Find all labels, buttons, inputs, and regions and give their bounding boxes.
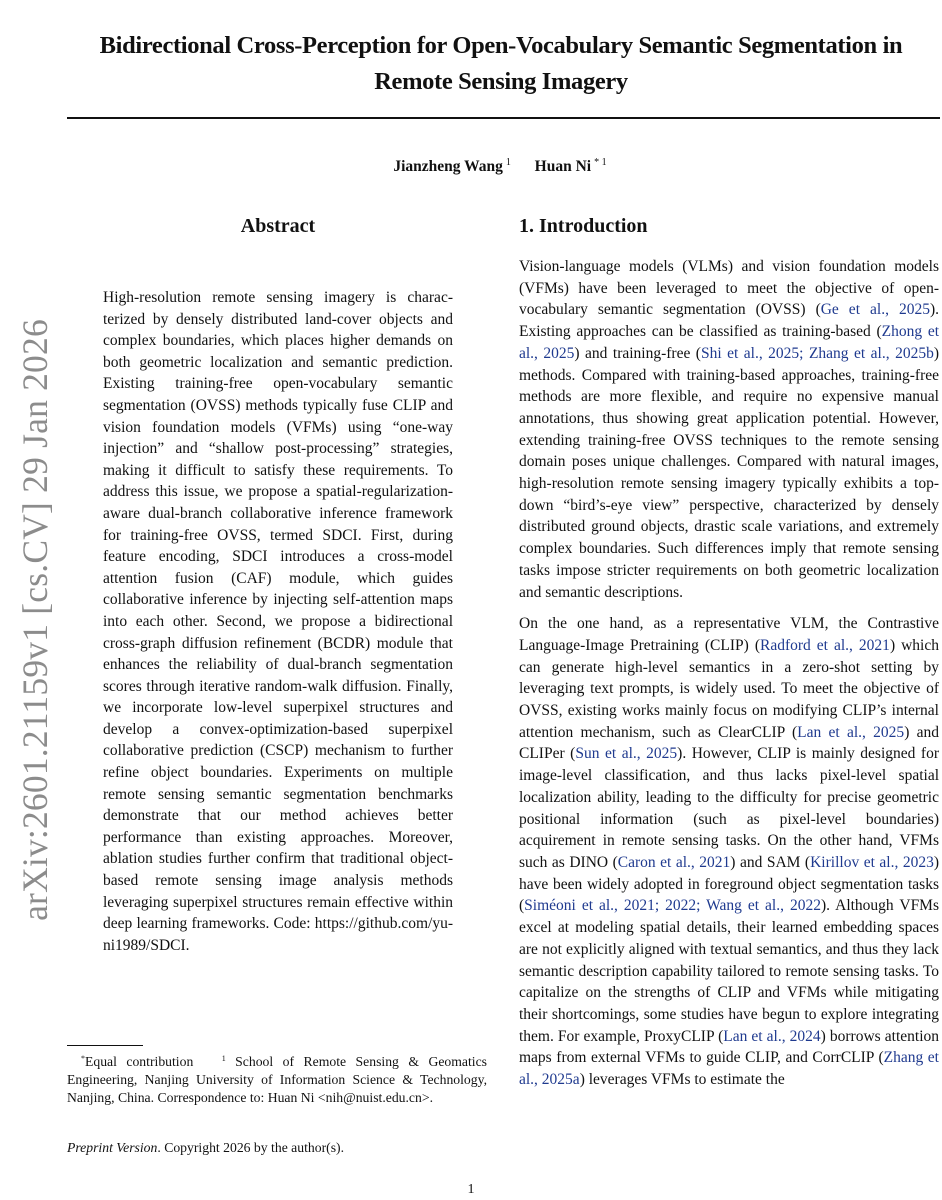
author-list: [60, 157, 940, 176]
citation-link[interactable]: Ge et al., 2025: [820, 301, 930, 319]
affiliation-footnote: [67, 1050, 487, 1106]
citation-link[interactable]: Zhong et al., 2025: [519, 323, 940, 362]
citation-link[interactable]: Shi et al., 2025; Zhang et al., 2025b: [700, 344, 934, 362]
citation-link[interactable]: Caron et al., 2021: [617, 853, 731, 871]
citation-link[interactable]: Radford et al., 2021: [759, 636, 890, 654]
author-name: Huan Ni: [534, 158, 592, 175]
body-text: ) which can generate high-level semantics in a zero-shot setting by leveraging text prompts, is widely used. To meet the objective of OVSS, existing works mainly focus on modifying CLIP’s internal attention mechanism, such as ClearCLIP (: [519, 636, 939, 741]
introduction-paragraph-1: [519, 256, 939, 603]
citation-link[interactable]: Kirillov et al., 2023: [810, 853, 934, 871]
equal-contribution-text: Equal contribution: [85, 1054, 194, 1069]
preprint-label: Preprint Version: [67, 1140, 158, 1155]
copyright-text: . Copyright 2026 by the author(s).: [157, 1140, 345, 1155]
author-affiliation-mark: 1: [505, 157, 511, 168]
footnote-rule: [67, 1045, 143, 1046]
body-text: ). However, CLIP is mainly designed for image-level classification, and thus lacks pixel-level spatial localization ability, leading to the difficulty for precise geometric positional information (such as pixel-level boundaries) acquirement in remote sensing tasks. On the other hand, VFMs such as DINO (: [519, 745, 939, 871]
body-text: On the one hand, as a representative VLM, the Contrastive Language-Image Pretraining (CLIP) (: [519, 615, 939, 654]
affiliation-mark: 1: [221, 1054, 226, 1063]
author-name: Jianzheng Wang: [393, 158, 503, 175]
body-text: ) and CLIPer (: [519, 723, 940, 763]
citation-link[interactable]: Sun et al., 2025: [575, 745, 678, 763]
citation-link[interactable]: Lan et al., 2025: [797, 723, 905, 741]
right-column: [519, 215, 939, 1091]
preprint-notice: [67, 1140, 344, 1156]
citation-link[interactable]: Zhang et al., 2025a: [519, 1049, 939, 1089]
body-text: ) leverages VFMs to estimate the: [579, 1071, 785, 1089]
introduction-heading: 1. Introduction: [519, 215, 648, 237]
paper-title: [60, 28, 942, 100]
body-text: ) methods. Compared with training-based approaches, training-free methods are more flexible, and require no expensive manual annotations, thus showing great application potential. However, extending training-free OVSS techniques to the remote sensing domain poses unique challenges. Compared with natural images, high-resolution remote sensing imagery typically exhibits a top-down “bird’s-eye view” perspective, characterized by densely distributed ground objects, drastic scale variations, and extremely complex boundaries. Such differences imply that remote sensing tasks impose stricter requirements on both geometric localization and semantic descriptions.: [519, 344, 939, 601]
abstract-heading: Abstract: [240, 215, 316, 237]
body-text: ) borrows attention maps from external VFMs to guide CLIP, and CorrCLIP (: [519, 1027, 939, 1067]
author-affiliation-mark: * 1: [594, 157, 607, 168]
body-text: Vision-language models (VLMs) and vision foundation models (VFMs) have been leveraged to meet the objective of open-vocabulary semantic segmentation (OVSS) (: [519, 258, 939, 319]
abstract-text: High-resolution remote sensing imagery is characterized by densely distributed land-cover objects and complex boundaries, which places higher demands on both geometric localization and semantic prediction. Existing training-free open-vocabulary semantic segmentation (OVSS) methods typically fuse CLIP and vision foundation models (VFMs) using “one-way injection” and “shallow post-processing” strategies, making it difficult to satisfy these requirements. To address this issue, we propose a spatial-regularization-aware dual-branch collaborative inference framework for training-free OVSS, termed SDCI. First, during feature encoding, SDCI introduces a cross-model attention fusion (CAF) module, which guides collaborative inference by injecting self-attention maps into each other. Second, we propose a bidirectional cross-graph diffusion refinement (BCDR) module that enhances the reliability of dual-branch segmentation scores through iterative random-walk diffusion. Finally, we incorporate low-level superpixel structures and develop a convex-optimization-based superpixel collaborative prediction (CSCP) mechanism to further refine object boundaries. Experiments on multiple remote sensing semantic segmentation benchmarks demonstrate that our method achieves better performance than existing approaches. Moreover, ablation studies further confirm that traditional object-based remote sensing image analysis methods leveraging superpixel structures remain effective within deep learning frameworks. Code: https://github.com/yu-ni1989/SDCI.: [103, 289, 453, 954]
introduction-paragraph-2: [519, 613, 939, 1090]
page-number: 1: [467, 1182, 475, 1197]
body-text: ) and SAM (: [730, 853, 811, 871]
paper-title-line-1: Bidirectional Cross-Perception for Open-Vocabulary Semantic Segmentation in: [99, 32, 903, 59]
body-text: ) have been widely adopted in foreground object segmentation tasks (: [519, 853, 939, 915]
paper-title-line-2: Remote Sensing Imagery: [374, 68, 628, 95]
left-column: [103, 215, 453, 972]
affiliation-text: School of Remote Sensing & Geomatics Engineering, Nanjing University of Information Science & Technology, Nanjing, China. Correspondence to: Huan Ni <nih@nuist.edu.cn>.: [67, 1054, 487, 1105]
body-text: ). Although VFMs excel at modeling spatial details, their learned embedding spaces are not explicitly aligned with textual semantics, and thus they lack semantic description capability tailored to remote sensing tasks. To capitalize on the strengths of CLIP and VFMs while mitigating their shortcomings, some studies have begun to explore integrating them. For example, ProxyCLIP (: [519, 897, 939, 1045]
body-text: ). Existing approaches can be classified as training-based (: [519, 301, 939, 341]
citation-link[interactable]: Siméoni et al., 2021; 2022; Wang et al., 2022: [524, 897, 821, 915]
arxiv-identifier-stamp: [0, 230, 70, 1010]
body-text: ) and training-free (: [574, 344, 701, 362]
citation-link[interactable]: Lan et al., 2024: [723, 1027, 821, 1045]
arxiv-stamp-text: arXiv:2601.21159v1 [cs.CV] 29 Jan 2026: [15, 319, 55, 921]
equal-contribution-mark: *: [81, 1054, 85, 1063]
title-rule: [67, 117, 940, 119]
